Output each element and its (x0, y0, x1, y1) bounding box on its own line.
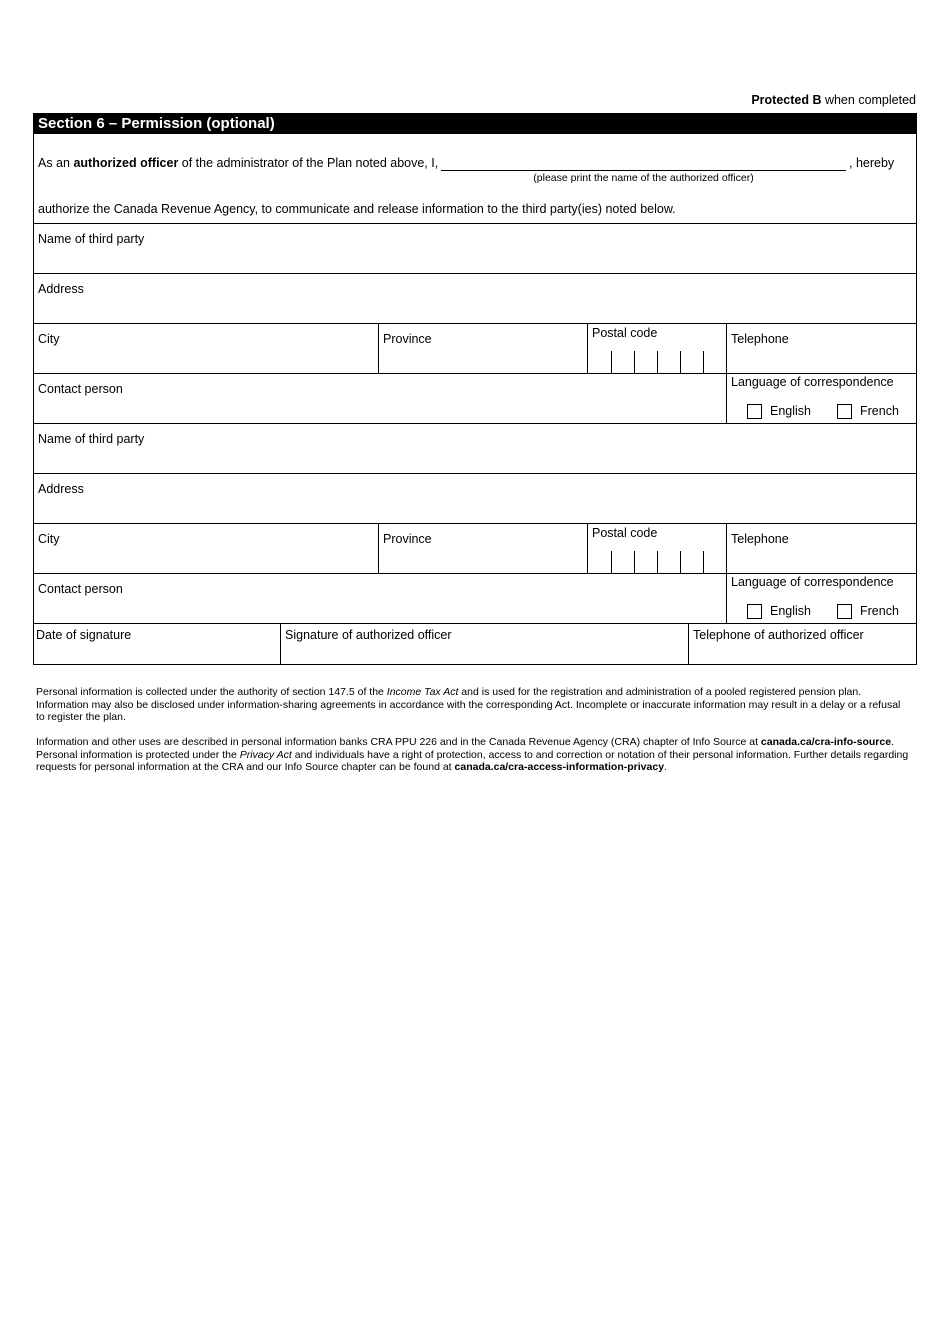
notice-p2-text-d: . (664, 761, 667, 773)
officer-telephone-label: Telephone of authorized officer (693, 628, 864, 642)
third-party-2-city-field[interactable] (34, 524, 378, 573)
english-label: English (770, 404, 811, 418)
english-label: English (770, 604, 811, 618)
info-source-link[interactable]: canada.ca/cra-info-source (760, 736, 892, 748)
contact-person-label: Contact person (38, 582, 123, 596)
city-label: City (38, 532, 60, 546)
date-of-signature-label: Date of signature (36, 628, 132, 642)
form-box (33, 134, 917, 665)
third-party-2-contact-person-field[interactable] (34, 574, 726, 623)
english-option[interactable] (747, 404, 811, 419)
french-label: French (860, 604, 899, 618)
third-party-1-province-field[interactable] (378, 324, 587, 373)
french-checkbox[interactable] (837, 404, 852, 419)
third-party-2-postal-code-field[interactable] (587, 524, 726, 573)
city-label: City (38, 332, 60, 346)
access-information-privacy-link[interactable]: canada.ca/cra-access-information-privacy (454, 761, 665, 773)
third-party-2-location-row (34, 524, 916, 574)
notice-income-tax-act: Income Tax Act (386, 686, 459, 698)
intro-hereby: , hereby (849, 156, 895, 170)
province-label: Province (383, 332, 432, 346)
french-label: French (860, 404, 899, 418)
third-party-1-address-row (34, 274, 916, 324)
third-party-2-language-field (726, 574, 916, 623)
third-party-1-postal-code-field[interactable] (587, 324, 726, 373)
third-party-1-address-field[interactable] (34, 274, 916, 323)
third-party-1-location-row (34, 324, 916, 374)
english-option[interactable] (747, 604, 811, 619)
date-of-signature-field[interactable] (34, 624, 280, 664)
third-party-2-address-field[interactable] (34, 474, 916, 523)
intro-prefix: As an (38, 156, 74, 170)
authorized-officer-name-input[interactable] (441, 170, 846, 171)
permission-form (33, 113, 917, 665)
third-party-1-city-field[interactable] (34, 324, 378, 373)
officer-name-hint: (please print the name of the authorized officer) (533, 172, 754, 184)
address-label: Address (38, 482, 84, 496)
language-label: Language of correspondence (731, 575, 894, 589)
third-party-name-label: Name of third party (38, 432, 145, 446)
protected-b-bold: Protected B (751, 93, 822, 107)
postal-code-boxes (588, 551, 726, 573)
notice-p1-text-a: Personal information is collected under the authority of section 147.5 of the (36, 686, 387, 698)
authorization-line-2: authorize the Canada Revenue Agency, to communicate and release information to the third party(ies) noted below. (38, 202, 676, 216)
telephone-label: Telephone (731, 332, 789, 346)
third-party-1-name-field[interactable] (34, 224, 916, 273)
third-party-1-telephone-field[interactable] (726, 324, 916, 373)
protected-b-label (751, 93, 916, 107)
notice-p2-text-b: . Personal information is protected under the (36, 736, 894, 761)
intro-suffix: of the administrator of the Plan noted above, I, (178, 156, 439, 170)
third-party-2-name-field[interactable] (34, 424, 916, 473)
authorization-statement (34, 134, 916, 224)
french-checkbox[interactable] (837, 604, 852, 619)
language-label: Language of correspondence (731, 375, 894, 389)
telephone-label: Telephone (731, 532, 789, 546)
notice-p1-text-b: and is used for the registration and administration of a pooled registered pension plan. Information may also be disclosed under information-sharing agreements in accordance with the corresponding Act. Incomplete or inaccurate information may result in a delay or a refusal to register the plan. (36, 686, 901, 723)
french-option[interactable] (837, 604, 899, 619)
postal-code-label: Postal code (592, 526, 658, 540)
signature-field[interactable] (280, 624, 688, 664)
signature-label: Signature of authorized officer (285, 628, 452, 642)
intro-authorized-officer: authorized officer (73, 156, 179, 170)
third-party-1-language-field (726, 374, 916, 423)
third-party-2-name-row (34, 424, 916, 474)
officer-telephone-field[interactable] (688, 624, 916, 664)
notice-p2-text-a: Information and other uses are described in personal information banks CRA PPU 226 and in the Canada Revenue Agency (CRA) chapter of Info Source at (36, 736, 761, 748)
address-label: Address (38, 282, 84, 296)
notice-privacy-act: Privacy Act (239, 748, 292, 761)
contact-person-label: Contact person (38, 382, 123, 396)
third-party-2-telephone-field[interactable] (726, 524, 916, 573)
third-party-1-contact-row (34, 374, 916, 424)
privacy-notice-paragraph-1 (36, 686, 912, 724)
french-option[interactable] (837, 404, 899, 419)
protected-b-suffix: when completed (821, 93, 916, 107)
third-party-1-contact-person-field[interactable] (34, 374, 726, 423)
english-checkbox[interactable] (747, 404, 762, 419)
province-label: Province (383, 532, 432, 546)
signature-row (34, 624, 916, 664)
postal-code-label: Postal code (592, 326, 658, 340)
section-title: Section 6 – Permission (optional) (33, 113, 917, 134)
third-party-name-label: Name of third party (38, 232, 145, 246)
postal-code-boxes (588, 351, 726, 373)
third-party-2-province-field[interactable] (378, 524, 587, 573)
third-party-1-name-row (34, 224, 916, 274)
notice-p2-text-c: and individuals have a right of protection, access to and correction or notation of their personal information. Further details regarding requests for personal information at the CRA and our Info Source chapter can be found at (36, 748, 909, 773)
third-party-2-contact-row (34, 574, 916, 624)
english-checkbox[interactable] (747, 604, 762, 619)
privacy-notice-paragraph-2 (36, 736, 912, 774)
third-party-2-address-row (34, 474, 916, 524)
authorization-line-1 (38, 156, 438, 170)
privacy-notice (36, 686, 912, 786)
